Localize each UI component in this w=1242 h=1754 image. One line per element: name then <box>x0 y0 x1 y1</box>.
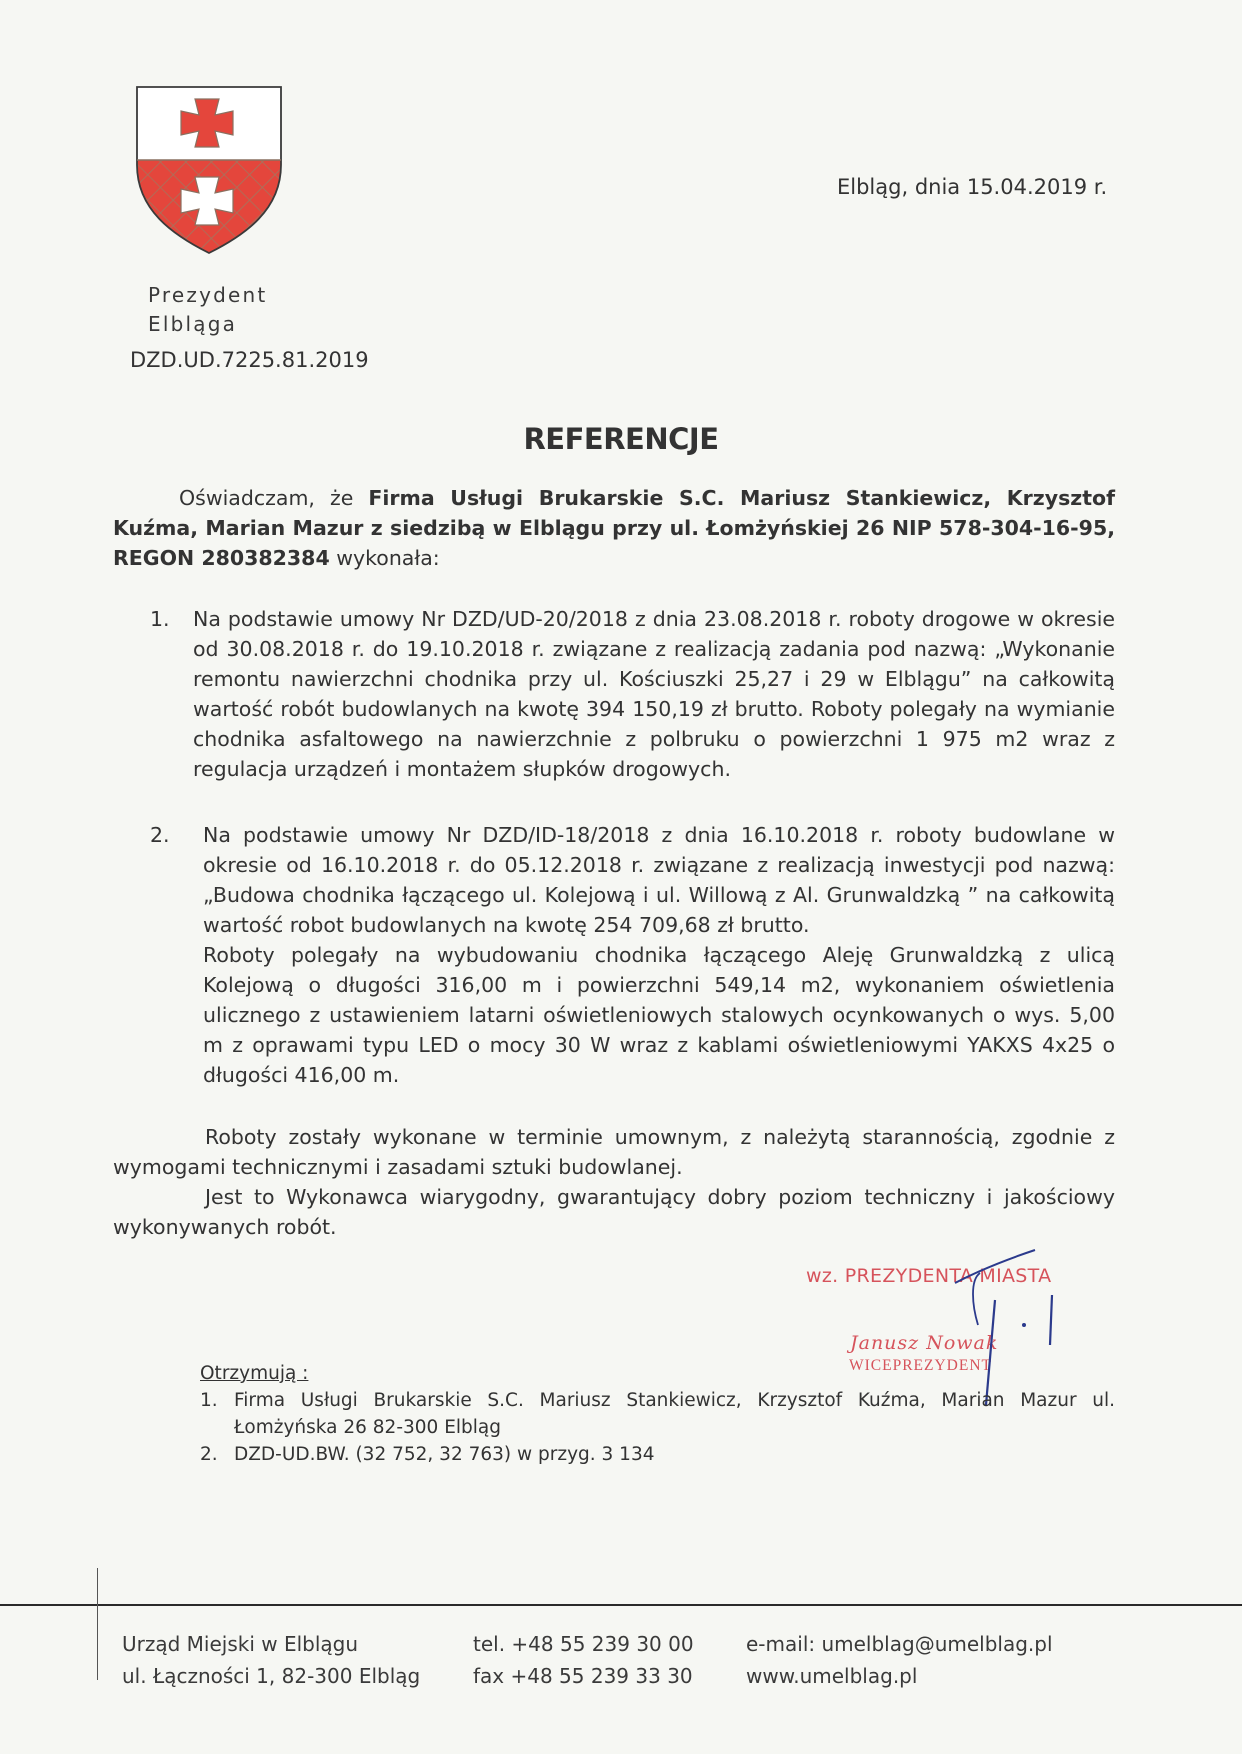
work-item-details: Roboty polegały na wybudowaniu chodnika łączącego Aleję Grunwaldzką z ulicą Kolejową o długości 316,00 m i powierzchni 549,14 m2, wykonaniem oświetlenia ulicznego z ustawieniem latarni oświetleniowych stalowych ocynkowanych o wys. 5,00 m z oprawami typu LED o mocy 30 W wraz z kablami oświetleniowymi YAKXS 4x25 o długości 416,00 m. <box>203 943 1115 1087</box>
footer-divider <box>0 1604 1242 1606</box>
place-date: Elbląg, dnia 15.04.2019 r. <box>837 175 1108 199</box>
closing-paragraph: Roboty zostały wykonane w terminie umownym, z należytą starannością, zgodnie z wymogami technicznymi i zasadami sztuki budowlanej. <box>113 1125 1115 1179</box>
closing-paragraph: Jest to Wykonawca wiarygodny, gwarantujący dobry poziom techniczny i jakościowy wykonywanych robót. <box>113 1185 1115 1239</box>
recipient-number: 1. <box>200 1390 218 1411</box>
office-address: ul. Łączności 1, 82-300 Elbląg <box>122 1664 421 1688</box>
work-item <box>150 604 1115 784</box>
intro-tail: wykonała: <box>329 546 440 570</box>
issuer-city: Elbląga <box>148 312 238 336</box>
footer-phone <box>473 1628 694 1692</box>
closing-section <box>113 1122 1115 1242</box>
recipient-text: DZD-UD.BW. (32 752, 32 763) w przyg. 3 134 <box>234 1444 655 1465</box>
telephone: tel. +48 55 239 30 00 <box>473 1632 694 1656</box>
recipient-item <box>200 1441 1115 1468</box>
reference-number: DZD.UD.7225.81.2019 <box>130 348 369 372</box>
work-item-text: Na podstawie umowy Nr DZD/ID-18/2018 z dnia 16.10.2018 r. roboty budowlane w okresie od 16.10.2018 r. do 05.12.2018 r. związane z realizacją inwestycji pod nazwą: „Budowa chodnika łączącego ul. Kolejową i ul. Willową z Al. Grunwaldzką ” na całkowitą wartość robot budowlanych na kwotę 254 709,68 zł brutto. <box>203 823 1115 937</box>
recipient-number: 2. <box>200 1444 218 1465</box>
recipient-text: Firma Usługi Brukarskie S.C. Mariusz Stankiewicz, Krzysztof Kuźma, Marian Mazur ul. Łomżyńska 26 82-300 Elbląg <box>234 1390 1115 1438</box>
recipients-list <box>200 1360 1115 1468</box>
footer-contact <box>746 1628 1053 1692</box>
document-title: REFERENCJE <box>523 422 719 456</box>
footer-office <box>122 1628 420 1692</box>
recipient-item <box>200 1387 1115 1441</box>
intro-paragraph <box>113 483 1115 573</box>
company-details: Firma Usługi Brukarskie S.C. Mariusz Stankiewicz, Krzysztof Kuźma, Marian Mazur z siedzibą w Elblągu przy ul. Łomżyńskiej 26 NIP 578-304-16-95, REGON 280382384 <box>113 486 1115 570</box>
issuer-title: Prezydent <box>148 283 268 307</box>
stamp-authority: wz. PREZYDENTA MIASTA <box>806 1265 1052 1287</box>
work-item-text: Na podstawie umowy Nr DZD/UD-20/2018 z dnia 23.08.2018 r. roboty drogowe w okresie od 30.08.2018 r. do 19.10.2018 r. związane z realizacją zadania pod nazwą: „Wykonanie remontu nawierzchni chodnika przy ul. Kościuszki 25,27 i 29 w Elblągu” na całkowitą wartość robót budowlanych na kwotę 394 150,19 zł brutto. Roboty polegały na wymianie chodnika asfaltowego na nawierzchnie z polbruku o powierzchni 1 975 m2 wraz z regulacja urządzeń i montażem słupków drogowych. <box>193 607 1115 781</box>
signer-name: Janusz Nowak <box>850 1332 999 1354</box>
signer-role: WICEPREZYDENT <box>849 1357 993 1374</box>
intro-lead: Oświadczam, że <box>179 486 369 510</box>
issuer-block <box>148 281 267 339</box>
work-item <box>150 820 1115 1090</box>
fax: fax +48 55 239 33 30 <box>473 1664 693 1688</box>
recipients-header: Otrzymują : <box>200 1363 309 1384</box>
work-item-number: 2. <box>150 823 170 847</box>
work-item-number: 1. <box>150 607 170 631</box>
elblag-coat-of-arms-icon <box>135 85 283 255</box>
office-name: Urząd Miejski w Elblągu <box>122 1632 359 1656</box>
footer-vertical-divider <box>97 1568 98 1680</box>
email-link[interactable]: e-mail: umelblag@umelblag.pl <box>746 1632 1053 1656</box>
website-link[interactable]: www.umelblag.pl <box>746 1664 918 1688</box>
